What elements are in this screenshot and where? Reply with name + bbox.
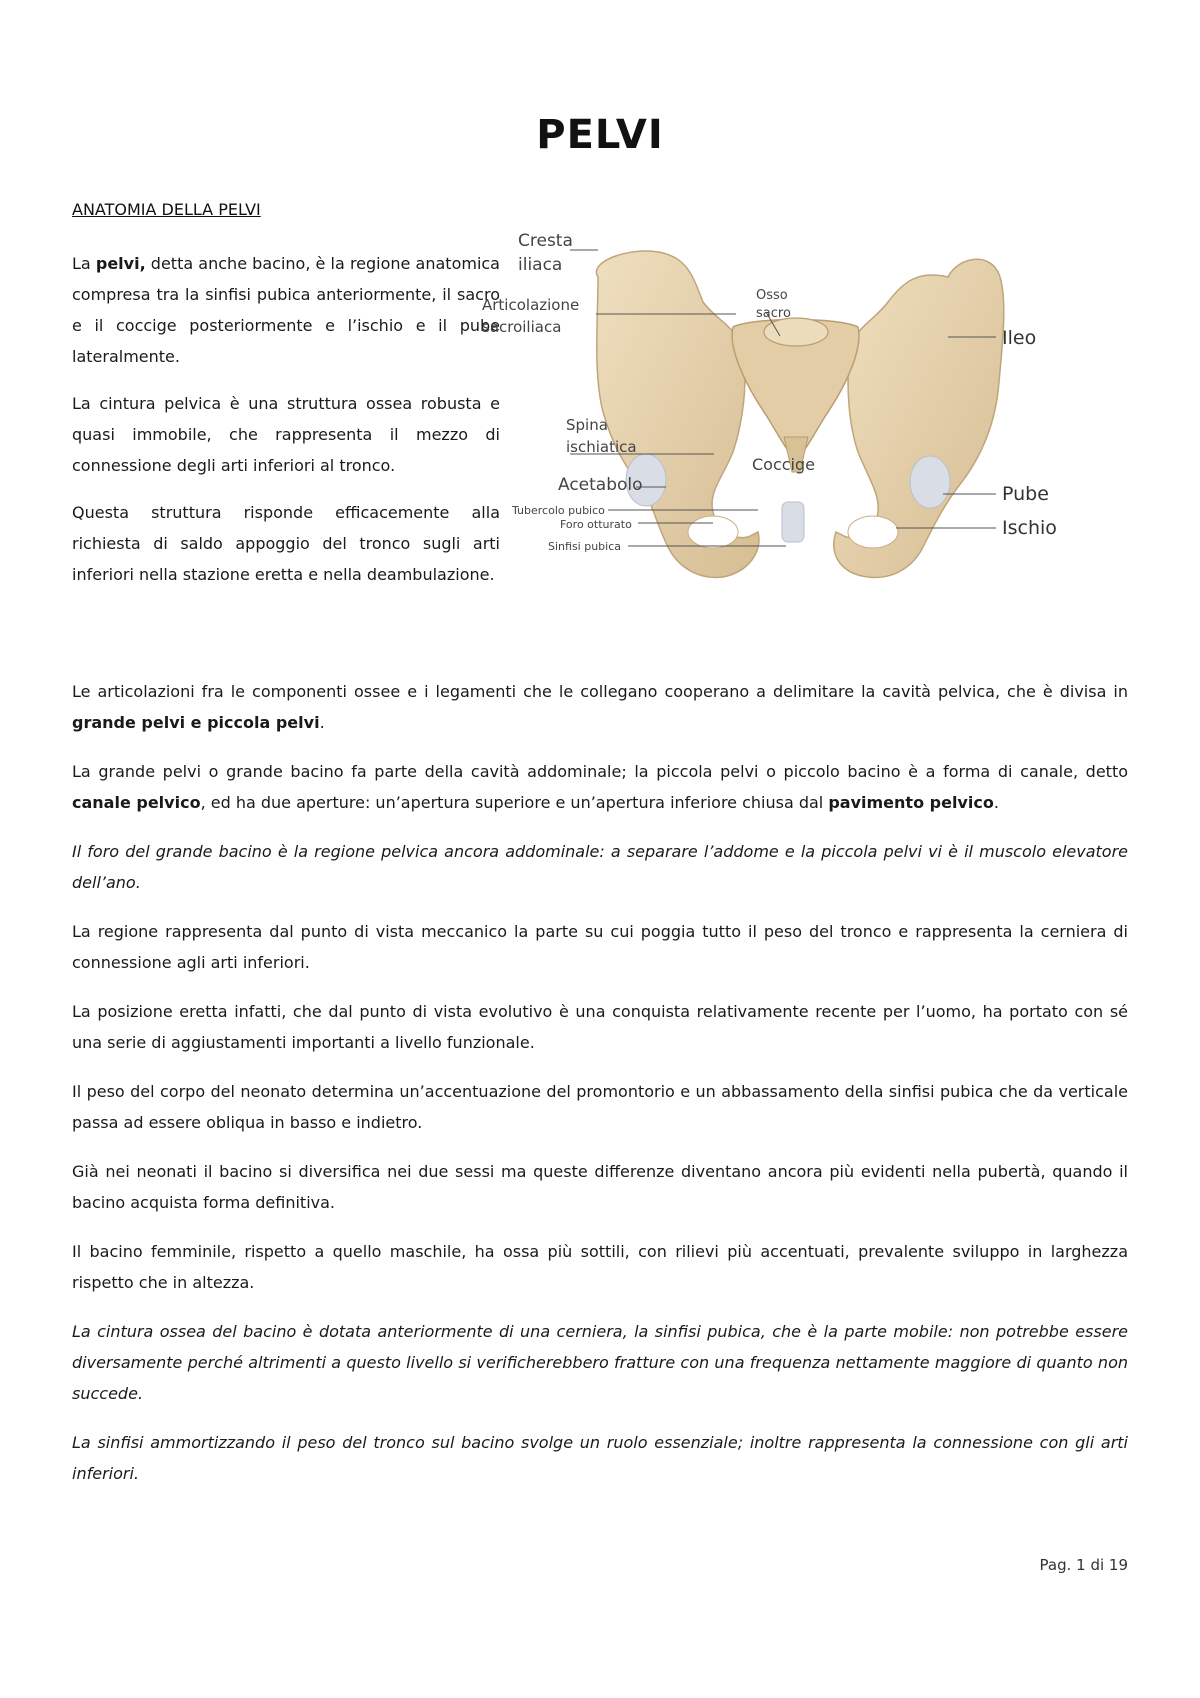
paragraph: Questa struttura risponde efficacemente alla richiesta di saldo appoggio del tronco sugli arti inferiori nella stazione eretta e nella deambulazione. [72,503,500,584]
bold-term: pavimento pelvico [828,793,994,812]
label-sinfisi: Sinfisi pubica [548,540,622,553]
main-text [72,676,1128,1507]
right-obturator-foramen [848,516,898,548]
bold-term: grande pelvi e piccola pelvi [72,713,320,732]
label-osso-1: Osso [756,288,788,303]
bold-term: canale pelvico [72,793,201,812]
label-articolazione-1: Articolazione [482,296,580,314]
paragraph [72,676,1128,738]
label-acetabolo: Acetabolo [558,475,643,495]
label-cresta-2: iliaca [518,255,563,275]
text-run: detta anche bacino, è la regione anatomica compresa tra la sinfisi pubica anteriormente, il sacro e il coccige posteriormente e l’ischio e il pube lateralmente. [72,254,500,366]
label-osso-2: sacro [756,306,791,321]
text-run: , ed ha due aperture: un’apertura superiore e un’apertura inferiore chiusa dal [200,793,829,812]
text-run: La [72,254,96,273]
italic-paragraph: La cintura ossea del bacino è dotata anteriormente di una cerniera, la sinfisi pubica, che è la parte mobile: non potrebbe essere diversamente perché altrimenti a questo livello si verificherebbero fratture con una frequenza nettamente maggiore di quanto non succede. [72,1322,1128,1403]
italic-paragraph: La sinfisi ammortizzando il peso del tronco sul bacino svolge un ruolo essenziale; inoltre rappresenta la connessione con gli arti inferiori. [72,1433,1128,1483]
pelvis-diagram [482,231,1138,632]
left-obturator-foramen [688,516,738,548]
label-spina-2: ischiatica [566,438,637,456]
label-cresta-1: Cresta [518,231,573,251]
paragraph: Il peso del corpo del neonato determina un’accentuazione del promontorio e un abbassamento della sinfisi pubica che da verticale passa ad essere obliqua in basso e indietro. [72,1082,1128,1132]
sacral-promontory [764,318,828,346]
label-coccige: Coccige [752,455,815,474]
paragraph: La regione rappresenta dal punto di vista meccanico la parte su cui poggia tutto il peso del tronco e rappresenta la cerniera di connessione agli arti inferiori. [72,922,1128,972]
label-spina-1: Spina [566,416,608,434]
paragraph [72,248,500,372]
paragraph: La cintura pelvica è una struttura ossea robusta e quasi immobile, che rappresenta il mezzo di connessione degli arti inferiori al tronco. [72,394,500,475]
right-acetabulum [910,456,950,508]
paragraph [72,756,1128,818]
paragraph: La posizione eretta infatti, che dal punto di vista evolutivo è una conquista relativamente recente per l’uomo, ha portato con sé una serie di aggiustamenti importanti a livello funzionale. [72,1002,1128,1052]
text-run: . [993,793,999,812]
paragraph: Già nei neonati il bacino si diversifica nei due sessi ma queste differenze diventano ancora più evidenti nella pubertà, quando il bacino acquista forma definitiva. [72,1162,1128,1212]
intro-column [72,248,500,606]
label-articolazione-2: sacroiliaca [482,318,562,336]
page-number: Pag. 1 di 19 [1039,1556,1128,1574]
page-title: PELVI [536,112,664,158]
label-tubercolo: Tubercolo pubico [512,504,605,517]
text-run: . [319,713,325,732]
paragraph: Il bacino femminile, rispetto a quello maschile, ha ossa più sottili, con rilievi più accentuati, prevalente sviluppo in larghezza rispetto che in altezza. [72,1242,1128,1292]
label-foro: Foro otturato [560,518,632,531]
text-run: Le articolazioni fra le componenti ossee e i legamenti che le collegano cooperano a delimitare la cavità pelvica, che è divisa in [72,682,1128,701]
label-ischio: Ischio [1002,517,1057,539]
label-pube: Pube [1002,483,1049,505]
label-ileo: Ileo [1002,327,1037,349]
bold-term: pelvi, [95,254,146,273]
section-heading: ANATOMIA DELLA PELVI [72,200,261,219]
text-run: La grande pelvi o grande bacino fa parte della cavità addominale; la piccola pelvi o piccolo bacino è a forma di canale, detto [72,762,1128,781]
pubic-symphysis [782,502,804,542]
pelvis-illustration [482,231,1138,632]
italic-paragraph: Il foro del grande bacino è la regione pelvica ancora addominale: a separare l’addome e la piccola pelvi vi è il muscolo elevatore dell’ano. [72,842,1128,892]
